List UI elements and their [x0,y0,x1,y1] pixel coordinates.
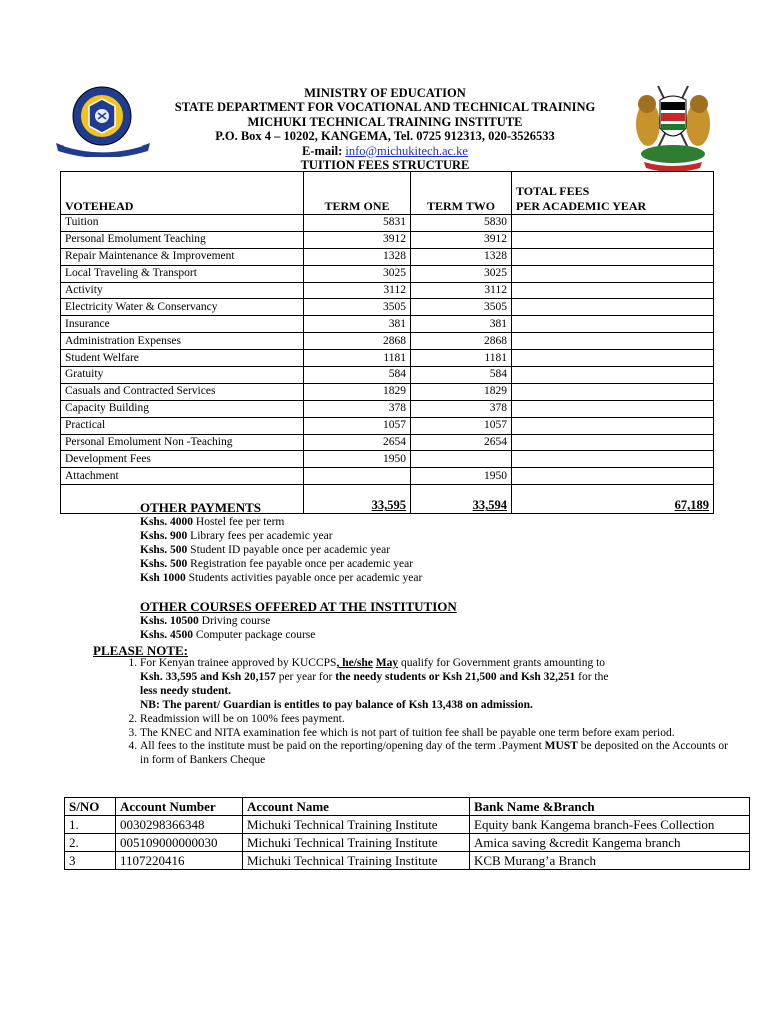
fees-table-body [61,215,714,485]
course-item [140,614,315,628]
term-one-total: 33,595 [304,485,411,514]
fees-row [61,400,714,417]
bank-branch-header: Bank Name &Branch [470,798,750,816]
course-item-text: Computer package course [193,629,316,641]
total-cell [512,350,714,367]
term-two-cell [411,451,512,468]
fees-row [61,248,714,265]
fees-row [61,299,714,316]
total-cell [512,451,714,468]
term-one-cell: 1829 [304,383,411,400]
other-payments-title: OTHER PAYMENTS [140,500,261,515]
course-item [140,628,315,642]
fees-row [61,215,714,232]
term-one-cell: 1950 [304,451,411,468]
votehead-cell: Practical [61,417,304,434]
account-number-header: Account Number [116,798,243,816]
ministry-line: MINISTRY OF EDUCATION [304,86,466,100]
note-item-4 [140,740,730,768]
accounts-table-body [65,816,750,870]
fees-row [61,434,714,451]
fees-row [61,417,714,434]
note-item-3 [140,727,730,741]
sno-cell: 1. [65,816,116,834]
payment-item-text: Students activities payable once per academic year [185,572,423,584]
year-total: 67,189 [512,485,714,514]
document-header [160,86,610,172]
term-one-cell: 3112 [304,282,411,299]
term-two-cell: 1057 [411,417,512,434]
total-cell [512,248,714,265]
payment-item-amount: Kshs. 4000 [140,516,194,528]
please-note-title: PLEASE NOTE: [93,643,188,658]
fees-row [61,282,714,299]
course-item-text: Driving course [198,615,271,627]
votehead-cell: Attachment [61,468,304,485]
fees-row [61,316,714,333]
term-one-header: TERM ONE [304,172,411,215]
note-1-text-g: per year for [275,670,336,683]
votehead-cell: Repair Maintenance & Improvement [61,248,304,265]
term-two-cell: 1829 [411,383,512,400]
fees-row [61,231,714,248]
total-cell [512,265,714,282]
account-number-cell: 005109000000030 [116,834,243,852]
sno-cell: 3 [65,852,116,870]
votehead-cell: Tuition [61,215,304,232]
votehead-cell: Personal Emolument Teaching [61,231,304,248]
note-1-text-h: the needy students or Ksh 21,500 and Ksh 32,251 [335,670,576,683]
note-2-text: Readmission will be on 100% fees payment. [140,712,345,725]
total-cell [512,282,714,299]
note-4-text-a: All fees to the institute must be paid on the reporting/opening day of the term .Payment [140,740,545,753]
note-4-text-b: MUST [544,740,578,753]
total-cell [512,367,714,384]
total-cell [512,434,714,451]
note-item-1 [140,657,730,713]
votehead-cell: Personal Emolument Non -Teaching [61,434,304,451]
payment-item-text: Registration fee payable once per academic year [187,558,414,570]
votehead-cell: Gratuity [61,367,304,384]
term-two-cell: 5830 [411,215,512,232]
account-row [65,834,750,852]
term-one-cell: 1181 [304,350,411,367]
fees-row [61,367,714,384]
accounts-header-row [65,798,750,816]
votehead-cell: Student Welfare [61,350,304,367]
term-two-cell: 3025 [411,265,512,282]
account-row [65,852,750,870]
note-1-text-i: for the [575,670,609,683]
kenya-coat-of-arms-icon [630,78,716,174]
term-two-cell: 381 [411,316,512,333]
votehead-cell: Electricity Water & Conservancy [61,299,304,316]
payment-item [140,515,422,529]
payment-item [140,529,422,543]
term-two-cell: 2654 [411,434,512,451]
note-item-2 [140,713,730,727]
payment-item-text: Hostel fee per term [193,516,285,528]
account-name-cell: Michuki Technical Training Institute [243,816,470,834]
document-title: TUITION FEES STRUCTURE [300,158,470,173]
term-two-cell: 584 [411,367,512,384]
payment-item [140,571,422,585]
bank-branch-cell: Equity bank Kangema branch-Fees Collection [470,816,750,834]
term-one-cell: 1057 [304,417,411,434]
term-two-cell: 3505 [411,299,512,316]
bank-accounts-table [64,797,750,870]
term-one-cell: 584 [304,367,411,384]
note-1-text-a: For Kenyan trainee approved by KUCCPS [140,657,337,669]
fees-row [61,468,714,485]
account-name-cell: Michuki Technical Training Institute [243,834,470,852]
note-1-text-e: qualify for Government grants amounting to [398,657,606,669]
tuition-fees-table [60,171,714,514]
payment-item [140,557,422,571]
account-name-header: Account Name [243,798,470,816]
payment-item-amount: Ksh 1000 [140,572,186,584]
term-one-cell: 2654 [304,434,411,451]
term-two-cell: 3112 [411,282,512,299]
term-one-cell: 3912 [304,231,411,248]
votehead-cell: Local Traveling & Transport [61,265,304,282]
department-line: STATE DEPARTMENT FOR VOCATIONAL AND TECHNICAL TRAINING [174,100,596,115]
note-1-text-d: May [375,657,399,669]
payment-item-amount: Kshs. 500 [140,558,188,570]
address-line: P.O. Box 4 – 10202, KANGEMA, Tel. 0725 912313, 020-3526533 [215,129,555,144]
term-two-cell: 1950 [411,468,512,485]
institute-name: MICHUKI TECHNICAL TRAINING INSTITUTE [247,114,523,129]
total-fees-header-line2: PER ACADEMIC YEAR [516,199,647,213]
email-link[interactable]: info@michukitech.ac.ke [345,143,468,158]
votehead-cell: Activity [61,282,304,299]
term-one-cell [304,468,411,485]
note-4-text-c: be deposited on the Accounts or in form of Bankers Cheque [140,740,728,767]
total-fees-header [512,172,714,215]
bank-branch-cell: KCB Murang’a Branch [470,852,750,870]
term-one-cell: 1328 [304,248,411,265]
note-1-text-b: , he/she [336,657,373,669]
payment-item-amount: Kshs. 900 [140,530,188,542]
sno-header: S/NO [65,798,116,816]
votehead-cell: Development Fees [61,451,304,468]
note-1-text-f: Ksh. 33,595 and Ksh 20,157 [140,670,276,683]
total-fees-header-line1: TOTAL FEES [516,184,590,198]
total-cell [512,316,714,333]
other-courses-list [140,614,315,642]
fees-row [61,383,714,400]
note-3-text: The KNEC and NITA examination fee which is not part of tuition fee shall be payable one term before exam period. [140,726,675,739]
account-row [65,816,750,834]
total-cell [512,468,714,485]
institute-crest-icon [52,85,156,157]
votehead-cell: Capacity Building [61,400,304,417]
total-cell [512,400,714,417]
votehead-cell: Insurance [61,316,304,333]
account-name-cell: Michuki Technical Training Institute [243,852,470,870]
note-1-text-k: NB: The parent/ Guardian is entitles to pay balance of Ksh 13,438 on admission. [140,698,533,711]
term-one-cell: 3025 [304,265,411,282]
total-cell [512,231,714,248]
payment-item-text: Student ID payable once per academic year [187,544,391,556]
other-payments-list [140,515,422,585]
term-one-cell: 2868 [304,333,411,350]
payment-item-text: Library fees per academic year [187,530,333,542]
term-two-cell: 3912 [411,231,512,248]
course-item-amount: Kshs. 10500 [140,615,199,627]
sno-cell: 2. [65,834,116,852]
term-two-cell: 378 [411,400,512,417]
fees-row [61,333,714,350]
votehead-cell: Casuals and Contracted Services [61,383,304,400]
account-number-cell: 1107220416 [116,852,243,870]
fees-row [61,451,714,468]
votehead-cell: Administration Expenses [61,333,304,350]
total-cell [512,333,714,350]
payment-item [140,543,422,557]
term-one-cell: 378 [304,400,411,417]
term-one-cell: 3505 [304,299,411,316]
bank-branch-cell: Amica saving &credit Kangema branch [470,834,750,852]
term-two-cell: 1328 [411,248,512,265]
fees-table-header [61,172,714,215]
term-two-total: 33,594 [411,485,512,514]
total-cell [512,383,714,400]
other-courses-title: OTHER COURSES OFFERED AT THE INSTITUTION [140,599,457,614]
account-number-cell: 0030298366348 [116,816,243,834]
term-one-cell: 5831 [304,215,411,232]
term-one-cell: 381 [304,316,411,333]
course-item-amount: Kshs. 4500 [140,629,194,641]
total-cell [512,215,714,232]
term-two-cell: 2868 [411,333,512,350]
term-two-cell: 1181 [411,350,512,367]
total-cell [512,417,714,434]
total-cell [512,299,714,316]
payment-item-amount: Kshs. 500 [140,544,188,556]
term-two-header: TERM TWO [411,172,512,215]
notes-list [104,657,730,768]
fees-row [61,350,714,367]
fees-row [61,265,714,282]
email-line [160,144,610,158]
votehead-header: VOTEHEAD [61,172,304,215]
email-label: E-mail: [302,143,343,158]
note-1-text-j: less needy student. [140,684,232,697]
